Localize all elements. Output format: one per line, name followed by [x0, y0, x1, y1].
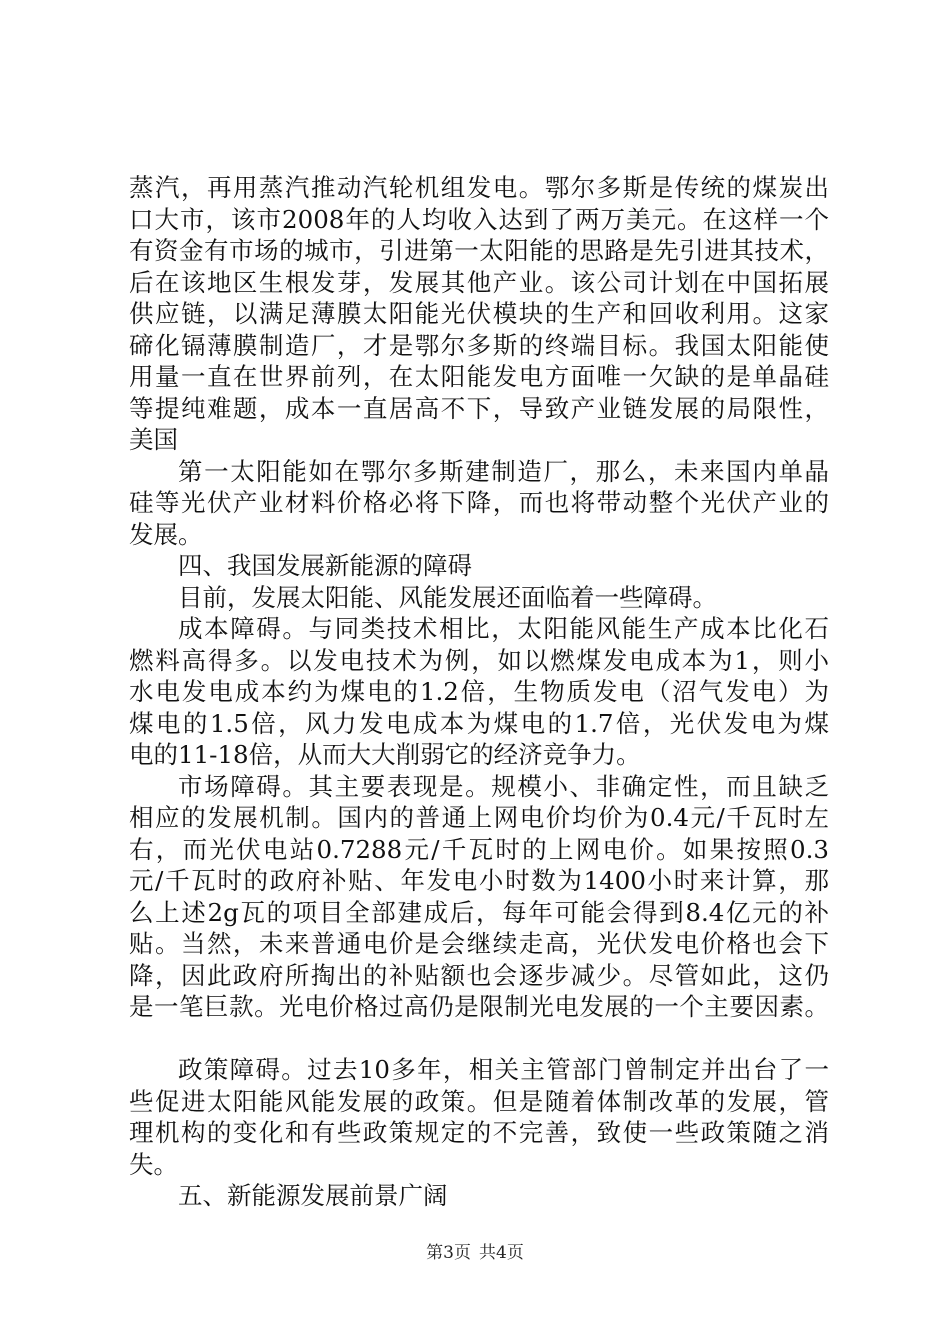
text-line: 相应的发展机制。国内的普通上网电价均价为0.4元/千瓦时左: [129, 803, 829, 832]
text-line: 后在该地区生根发芽，发展其他产业。该公司计划在中国拓展: [129, 267, 829, 297]
text-line: 口大市，该市2008年的人均收入达到了两万美元。在这样一个: [129, 204, 829, 234]
text-line: 燃料高得多。以发电技术为例，如以燃煤发电成本为1，则小: [129, 645, 829, 675]
page-number: 第3页: [426, 1243, 471, 1263]
text-line: 是一笔巨款。光电价格过高仍是限制光电发展的一个主要因素。: [129, 992, 829, 1021]
text-line: 电的11-18倍，从而大大削弱它的经济竞争力。: [129, 740, 641, 769]
text-line: 用量一直在世界前列，在太阳能发电方面唯一欠缺的是单晶硅: [129, 362, 829, 391]
text-line: 元/千瓦时的政府补贴、年发电小时数为1400小时来计算，那: [129, 866, 829, 895]
text-line: 降，因此政府所掏出的补贴额也会逐步减少。尽管如此，这仍: [129, 960, 829, 990]
text-line: 硅等光伏产业材料价格必将下降，而也将带动整个光伏产业的: [129, 488, 829, 517]
paragraph-first-line: 政策障碍。过去10多年，相关主管部门曾制定并出台了一: [178, 1055, 829, 1084]
text-line: 右，而光伏电站0.7288元/千瓦时的上网电价。如果按照0.3: [129, 834, 829, 864]
text-line: 发展。: [129, 519, 203, 549]
text-line: 理机构的变化和有些政策规定的不完善，致使一些政策随之消: [129, 1118, 829, 1147]
page-footer: [0, 1242, 950, 1264]
page-total: 共4页: [479, 1243, 524, 1263]
paragraph-gap: [129, 1023, 829, 1055]
text-line: 碲化镉薄膜制造厂，才是鄂尔多斯的终端目标。我国太阳能使: [129, 330, 829, 360]
text-line: 供应链，以满足薄膜太阳能光伏模块的生产和回收利用。这家: [129, 299, 829, 328]
text-line: 等提纯难题，成本一直居高不下，导致产业链发展的局限性，: [129, 393, 829, 423]
text-line: 煤电的1.5倍，风力发电成本为煤电的1.7倍，光伏发电为煤: [129, 708, 829, 738]
text-line: 有资金有市场的城市，引进第一太阳能的思路是先引进其技术，: [129, 236, 829, 265]
text-line: 水电发电成本约为煤电的1.2倍，生物质发电（沼气发电）为: [129, 677, 829, 706]
text-line: 贴。当然，未来普通电价是会继续走高，光伏发电价格也会下: [129, 929, 829, 958]
text-line: 失。: [129, 1149, 178, 1179]
paragraph-first-line: 市场障碍。其主要表现是。规模小、非确定性，而且缺乏: [178, 771, 829, 801]
section-heading: 四、我国发展新能源的障碍: [178, 551, 472, 580]
text-line: 蒸汽，再用蒸汽推动汽轮机组发电。鄂尔多斯是传统的煤炭出: [129, 173, 829, 202]
document-body: [129, 172, 829, 1212]
paragraph-first-line: 第一太阳能如在鄂尔多斯建制造厂，那么，未来国内单晶: [178, 456, 829, 486]
text-line: 美国: [129, 425, 178, 454]
text-line: 些促进太阳能风能发展的政策。但是随着体制改革的发展，管: [129, 1086, 829, 1116]
text-line: 么上述2g瓦的项目全部建成后，每年可能会得到8.4亿元的补: [129, 897, 829, 927]
paragraph-first-line: 成本障碍。与同类技术相比，太阳能风能生产成本比化石: [178, 614, 829, 643]
paragraph-first-line: 目前，发展太阳能、风能发展还面临着一些障碍。: [178, 582, 717, 612]
section-heading: 五、新能源发展前景广阔: [178, 1181, 448, 1210]
